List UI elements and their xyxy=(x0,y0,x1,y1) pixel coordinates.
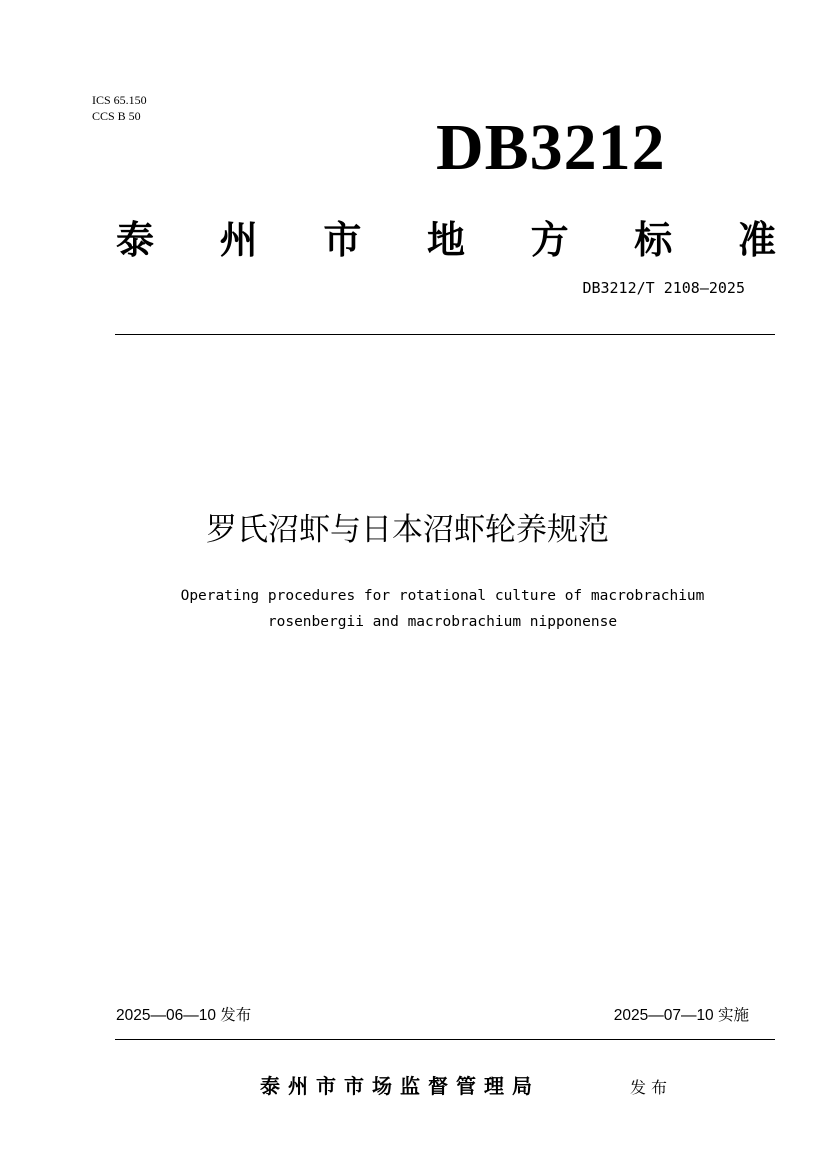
document-title-chinese: 罗氏沼虾与日本沼虾轮养规范 xyxy=(206,512,609,548)
standard-type-char: 方 xyxy=(530,217,569,262)
document-title-english-line2: rosenbergii and macrobrachium nipponense xyxy=(267,614,618,630)
standard-code: DB3212 xyxy=(436,111,666,184)
implement-date: 2025—07—10 实施 xyxy=(613,1007,749,1024)
ccs-code: CCS B 50 xyxy=(92,109,141,123)
document-title-english-line1: Operating procedures for rotational culture of macrobrachium xyxy=(180,588,705,604)
standard-type-char: 市 xyxy=(323,217,362,262)
bottom-divider xyxy=(115,1039,775,1040)
issued-label: 发布 xyxy=(630,1078,673,1097)
standard-number: DB3212/T 2108—2025 xyxy=(582,279,745,297)
standard-type-char: 泰 xyxy=(116,217,155,262)
standard-type-char: 地 xyxy=(426,217,465,262)
standard-type-char: 准 xyxy=(737,217,776,262)
standard-type-char: 标 xyxy=(634,217,673,262)
top-divider xyxy=(115,334,775,335)
issuing-authority: 泰州市市场监督管理局 xyxy=(260,1074,540,1098)
standard-type-title xyxy=(116,215,776,265)
standard-type-char: 州 xyxy=(219,217,258,262)
publish-date: 2025—06—10 发布 xyxy=(116,1007,252,1024)
ics-code: ICS 65.150 xyxy=(92,93,147,107)
